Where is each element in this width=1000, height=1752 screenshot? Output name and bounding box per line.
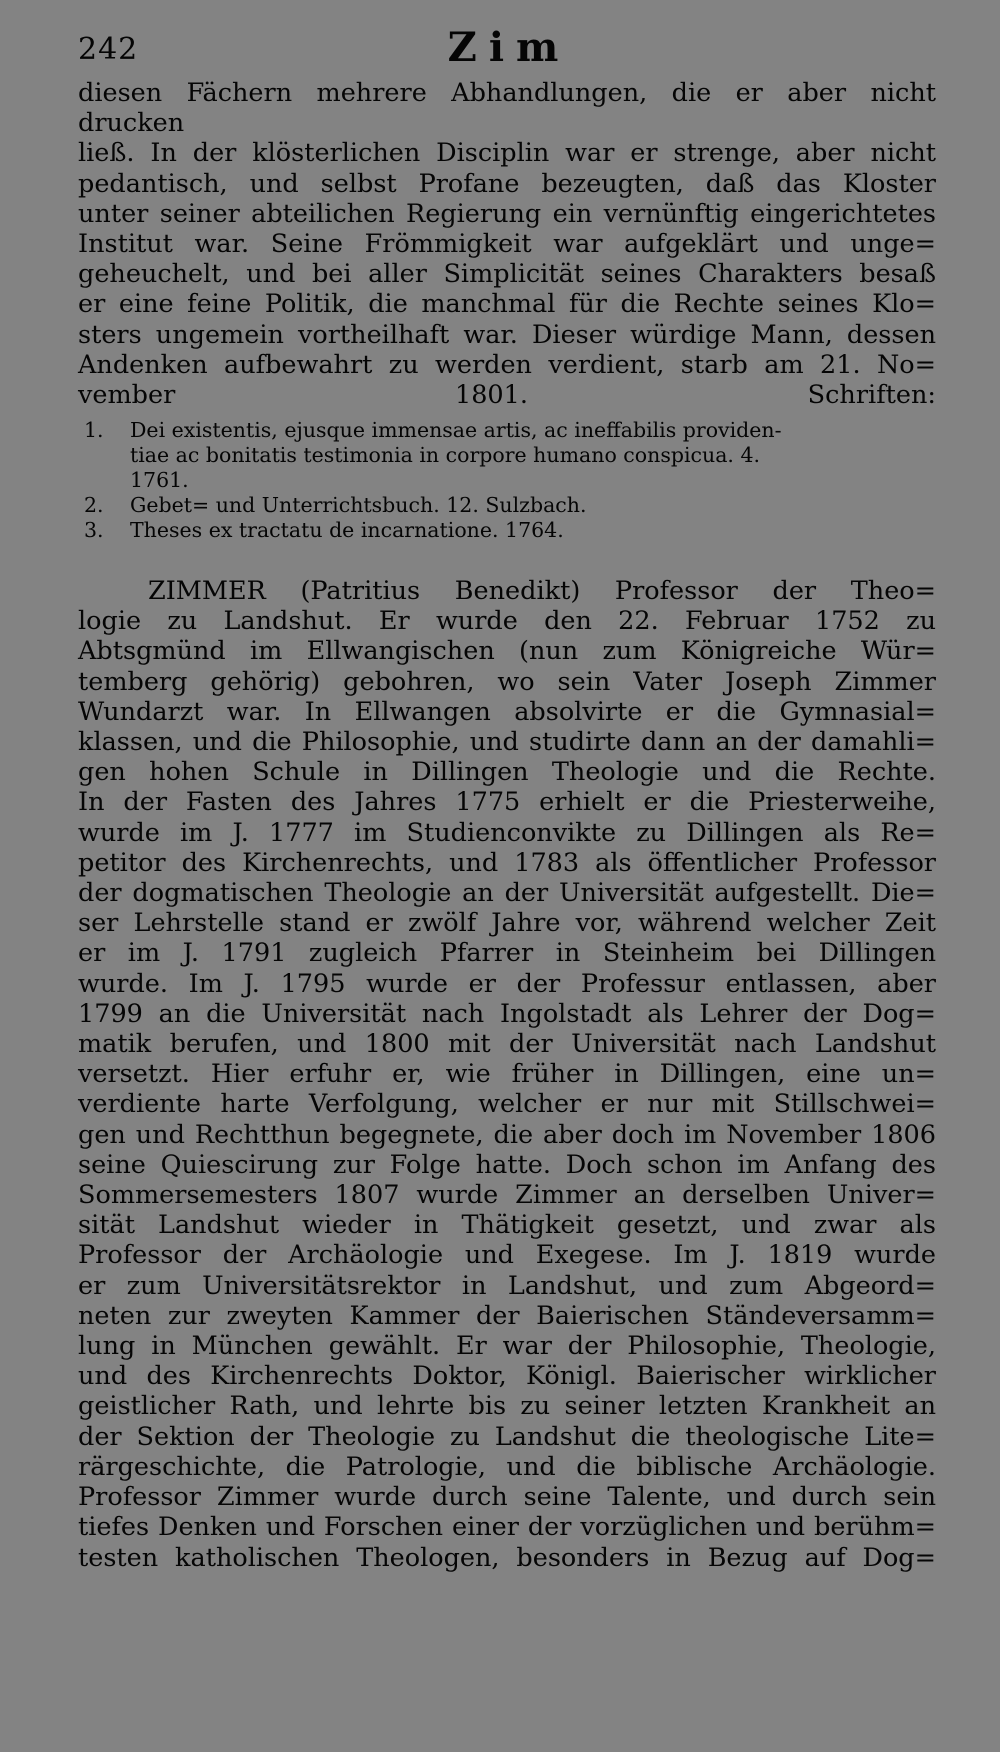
page-header <box>78 22 940 82</box>
text-line: tiefes Denken und Forschen einer der vorzüglichen und berühm= <box>78 1512 936 1543</box>
text-line: tiae ac bonitatis testimonia in corpore humano conspicua. 4. <box>130 443 761 467</box>
text-line: geheuchelt, und bei aller Simplicität seines Charakters besaß <box>78 259 936 290</box>
text-line: versetzt. Hier erfuhr er, wie früher in Dillingen, eine un= <box>78 1059 936 1090</box>
bibliography-item <box>78 518 940 543</box>
text-line: Gebet= und Unterrichtsbuch. 12. Sulzbach. <box>130 493 587 517</box>
text-line: pedantisch, und selbst Profane bezeugten, daß das Kloster <box>78 168 936 199</box>
text-line: ser Lehrstelle stand er zwölf Jahre vor, während welcher Zeit <box>78 908 936 939</box>
text-line: er im J. 1791 zugleich Pfarrer in Steinheim bei Dillingen <box>78 938 936 969</box>
text-line: verdiente harte Verfolgung, welcher er nur mit Stillschwei= <box>78 1089 936 1120</box>
text-line: ließ. In der klösterlichen Disciplin war er strenge, aber nicht <box>78 138 936 169</box>
text-line: wurde im J. 1777 im Studienconvikte zu Dillingen als Re= <box>78 817 936 848</box>
text-line: der Sektion der Theologie zu Landshut die theologische Lite= <box>78 1421 936 1452</box>
text-line: Dei existentis, ejusque immensae artis, ac ineffabilis providen- <box>130 418 782 442</box>
text-line: ZIMMER (Patritius Benedikt) Professor der Theo= <box>148 576 936 606</box>
bibliography-text <box>130 493 587 517</box>
text-line: seine Quiescirung zur Folge hatte. Doch schon im Anfang des <box>78 1149 936 1180</box>
text-line: klassen, und die Philosophie, und studirte dann an der damahli= <box>78 727 936 758</box>
bibliography-list <box>78 418 940 543</box>
text-line: sters ungemein vortheilhaft war. Dieser würdige Mann, dessen <box>78 319 936 350</box>
bibliography-item <box>78 493 940 518</box>
bibliography-text <box>130 518 564 542</box>
text-line: In der Fasten des Jahres 1775 erhielt er die Priesterweihe, <box>78 787 936 818</box>
text-line: diesen Fächern mehrere Abhandlungen, die er aber nicht drucken <box>78 78 936 139</box>
entry-paragraph <box>78 576 936 1573</box>
bibliography-number: 3. <box>84 518 104 542</box>
running-head: Zim <box>447 24 571 71</box>
text-line: gen hohen Schule in Dillingen Theologie und die Rechte. <box>78 757 936 788</box>
text-line: er eine feine Politik, die manchmal für die Rechte seines Klo= <box>78 289 936 320</box>
text-line: vember 1801. Schriften: <box>78 380 936 411</box>
text-line: Andenken aufbewahrt zu werden verdient, starb am 21. No= <box>78 349 936 380</box>
text-line: geistlicher Rath, und lehrte bis zu seiner letzten Krankheit an <box>78 1391 936 1422</box>
bibliography-item <box>78 418 940 493</box>
text-line: neten zur zweyten Kammer der Baierischen Ständeversamm= <box>78 1300 936 1331</box>
text-line: logie zu Landshut. Er wurde den 22. Februar 1752 zu <box>78 606 936 637</box>
text-line: matik berufen, und 1800 mit der Universität nach Landshut <box>78 1029 936 1060</box>
bibliography-text <box>130 418 782 492</box>
text-line: testen katholischen Theologen, besonders in Bezug auf Dog= <box>78 1542 936 1573</box>
text-line: temberg gehörig) gebohren, wo sein Vater Joseph Zimmer <box>78 666 936 697</box>
text-line: lung in München gewählt. Er war der Philosophie, Theologie, <box>78 1331 936 1362</box>
text-line: Wundarzt war. In Ellwangen absolvirte er die Gymnasial= <box>78 696 936 727</box>
text-line: 1799 an die Universität nach Ingolstadt als Lehrer der Dog= <box>78 998 936 1029</box>
text-line: gen und Rechtthun begegnete, die aber doch im November 1806 <box>78 1119 936 1150</box>
text-line: unter seiner abteilichen Regierung ein vernünftig eingerichtetes <box>78 198 936 229</box>
text-line: Professor Zimmer wurde durch seine Talente, und durch sein <box>78 1482 936 1513</box>
text-line: und des Kirchenrechts Doktor, Königl. Baierischer wirklicher <box>78 1361 936 1392</box>
text-line: Professor der Archäologie und Exegese. Im J. 1819 wurde <box>78 1240 936 1271</box>
text-line: Abtsgmünd im Ellwangischen (nun zum Königreiche Wür= <box>78 636 936 667</box>
text-line: sität Landshut wieder in Thätigkeit gesetzt, und zwar als <box>78 1210 936 1241</box>
bibliography-number: 1. <box>84 418 104 442</box>
text-line: Sommersemesters 1807 wurde Zimmer an derselben Univer= <box>78 1180 936 1211</box>
text-line: er zum Universitätsrektor in Landshut, und zum Abgeord= <box>78 1270 936 1301</box>
text-line: 1761. <box>130 468 189 492</box>
text-line: der dogmatischen Theologie an der Universität aufgestellt. Die= <box>78 878 936 909</box>
text-line: petitor des Kirchenrechts, und 1783 als öffentlicher Professor <box>78 847 936 878</box>
page-number: 242 <box>78 32 139 67</box>
text-line: Institut war. Seine Frömmigkeit war aufgeklärt und unge= <box>78 229 936 260</box>
intro-paragraph <box>78 78 936 410</box>
text-line: wurde. Im J. 1795 wurde er der Professur entlassen, aber <box>78 968 936 999</box>
text-line: rärgeschichte, die Patrologie, und die biblische Archäologie. <box>78 1451 936 1482</box>
text-line: Theses ex tractatu de incarnatione. 1764. <box>130 518 564 542</box>
bibliography-number: 2. <box>84 493 104 517</box>
